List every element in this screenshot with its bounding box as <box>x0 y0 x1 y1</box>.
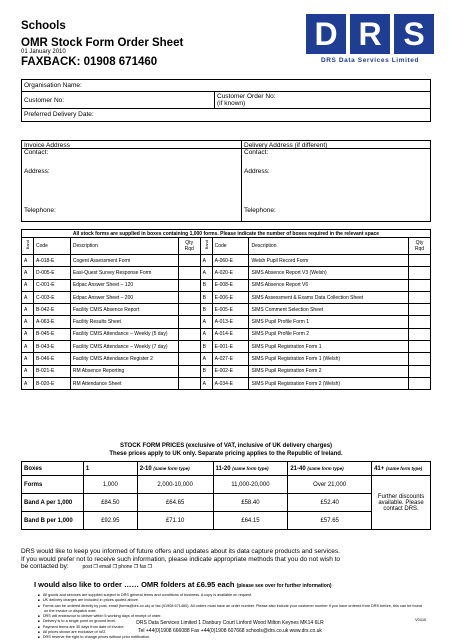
address-box <box>21 140 431 222</box>
stock-row <box>22 255 431 267</box>
band-cell: A <box>200 353 212 365</box>
stock-row <box>22 341 431 353</box>
qty-input[interactable] <box>178 279 200 291</box>
qty-input[interactable] <box>178 267 200 279</box>
qty-input[interactable] <box>178 341 200 353</box>
page-title: OMR Stock Form Order Sheet <box>21 37 184 49</box>
description-cell: Facility Results Sheet <box>70 316 178 328</box>
stock-row <box>22 279 431 291</box>
description-cell: Easi-Quest Survey Response Form <box>70 267 178 279</box>
code-cell: C-001-E <box>33 279 70 291</box>
description-cell: Edpac Answer Sheet – 120 <box>70 279 178 291</box>
stock-row <box>22 328 431 340</box>
description-cell: Cogent Assessment Form <box>70 255 178 267</box>
code-cell: A-034-E <box>212 377 249 389</box>
qty-input[interactable] <box>178 353 200 365</box>
qty-input[interactable] <box>409 279 431 291</box>
description-cell: SIMS Pupil Registration Form 2 (Welsh) <box>249 377 409 389</box>
boxes-label: Boxes <box>22 462 84 476</box>
description-cell: Facility CMIS Attendance Register 2 <box>70 353 178 365</box>
band-cell: A <box>22 365 34 377</box>
code-cell: B-045-E <box>33 328 70 340</box>
organisation-name-field[interactable]: Organisation Name: <box>24 82 82 89</box>
code-cell: B-042-E <box>33 304 70 316</box>
description-cell: Edpac Answer Sheet – 200 <box>70 291 178 303</box>
code-cell: A-020-E <box>212 267 249 279</box>
code-cell: E-001-E <box>212 341 249 353</box>
terms-item: ■ All prices shown are exclusive of VAT. <box>44 630 424 635</box>
stock-row <box>22 316 431 328</box>
band-cell: A <box>22 328 34 340</box>
band-cell: A <box>22 341 34 353</box>
marketing-consent: DRS would like to keep you informed of future offers and updates about its data capture products and services. If you would prefer not to receive such information, please indicate appropriate methods that you do not wish to be contacted by: post ❐ email ❐ phone ❐ fax ❐ <box>21 548 341 570</box>
description-cell: SIMS Comment Selection Sheet <box>249 304 409 316</box>
description-cell: Facility CMIS Absence Report <box>70 304 178 316</box>
terms-item: ■ DRS will endeavour to deliver within 5 working days of receipt of order. <box>44 614 424 619</box>
description-cell: SIMS Pupil Registration Form 2 <box>249 365 409 377</box>
terms-item: ■ All goods and services are supplied subject to DRS general terms and conditions of business. A copy is available on request. <box>44 593 424 598</box>
band-cell: A <box>22 377 34 389</box>
band-cell: A <box>22 304 34 316</box>
band-b-price-21-40: £57.65 <box>288 512 372 530</box>
logo-letter-d: D <box>306 14 346 54</box>
qty-input[interactable] <box>409 353 431 365</box>
code-cell: B-043-E <box>33 341 70 353</box>
boxes-11-20: 11-20 (same form type) <box>213 462 288 476</box>
delivery-contact-field[interactable]: Contact: <box>244 149 269 156</box>
stock-note: All stock forms are supplied in boxes containing 1,000 forms. Please indicate the number of boxes required in the relevant space <box>22 230 431 238</box>
band-cell: A <box>22 353 34 365</box>
contact-opt-out-checkboxes[interactable]: post ❐ email ❐ phone ❐ fax ❐ <box>82 564 153 570</box>
customer-no-field[interactable]: Customer No: <box>24 97 65 104</box>
forms-label: Forms <box>22 476 84 494</box>
band-cell: A <box>200 328 212 340</box>
prices-heading: STOCK FORM PRICES (exclusive of VAT, inclusive of UK delivery charges) These prices apply to UK only. Separate pricing applies to the Republic of Ireland. <box>109 443 343 457</box>
code-cell: E-002-E <box>212 365 249 377</box>
band-a-label: Band A per 1,000 <box>22 494 84 512</box>
qty-input[interactable] <box>409 255 431 267</box>
delivery-address-heading: Delivery Address (if different) <box>244 142 328 149</box>
description-cell: Facility CMIS Attendance – Weekly (5 day) <box>70 328 178 340</box>
forms-21-40: Over 21,000 <box>288 476 372 494</box>
folders-order-line[interactable]: I would also like to order …… OMR folders at £6.95 each (please see over for further information) <box>34 580 332 589</box>
code-cell: D-005-E <box>33 267 70 279</box>
customer-order-no-note: (if known) <box>217 100 246 107</box>
code-cell: A-018-E <box>33 255 70 267</box>
boxes-21-40: 21-40 (same form type) <box>288 462 372 476</box>
terms-item: ■ Forms can be ordered directly by post, email (forms@drs.co.uk) or fax (01908 671460). All orders must have an order number. Please also include your customer number if you have ordered from DRS before, this can be found on the invoice or dispatch note. <box>44 604 424 615</box>
band-cell: A <box>200 255 212 267</box>
code-cell: B-020-E <box>33 377 70 389</box>
code-cell: E-008-E <box>212 279 249 291</box>
band-a-price-1: £84.50 <box>83 494 137 512</box>
band-cell: A <box>22 316 34 328</box>
forms-1: 1,000 <box>83 476 137 494</box>
band-header: Band <box>203 240 209 250</box>
description-cell: RM Absence Reporting <box>70 365 178 377</box>
logo-letter-s: S <box>394 14 434 54</box>
code-cell: A-063-E <box>33 316 70 328</box>
terms-item: ■ DRS reserve the right to change prices without prior notification. <box>44 635 424 640</box>
description-cell: RM Attendance Sheet <box>70 377 178 389</box>
band-b-price-11-20: £64.15 <box>213 512 288 530</box>
description-header: Description <box>70 238 178 255</box>
description-cell: SIMS Pupil Profile Form 2 <box>249 328 409 340</box>
footer-contact: Tel +44(0)1908 666088 Fax +44(0)1908 607668 schools@drs.co.uk www.drs.co.uk <box>138 628 322 634</box>
stock-row <box>22 291 431 303</box>
logo-letter-r: R <box>350 14 390 54</box>
description-cell: SIMS Pupil Registration Form 1 (Welsh) <box>249 353 409 365</box>
invoice-address-field[interactable]: Address: <box>24 168 50 175</box>
code-cell: B-046-E <box>33 353 70 365</box>
qty-input[interactable] <box>178 304 200 316</box>
code-cell: E-006-E <box>212 291 249 303</box>
qty-input[interactable] <box>409 304 431 316</box>
band-cell: B <box>200 341 212 353</box>
customer-order-no-field[interactable]: Customer Order No: <box>217 93 276 100</box>
description-cell: SIMS Pupil Registration Form 1 <box>249 341 409 353</box>
code-header: Code <box>33 238 70 255</box>
band-b-price-2-10: £71.10 <box>137 512 213 530</box>
code-cell: E-005-E <box>212 304 249 316</box>
band-a-price-2-10: £64.65 <box>137 494 213 512</box>
stock-row <box>22 304 431 316</box>
band-cell: A <box>22 279 34 291</box>
qty-input[interactable] <box>409 316 431 328</box>
band-cell: A <box>200 377 212 389</box>
band-cell: A <box>200 316 212 328</box>
footer-address: DRS Data Services Limited 1 Danbury Court Linford Wood Milton Keynes MK14 6LR <box>136 620 324 626</box>
forms-11-20: 11,000-20,000 <box>213 476 288 494</box>
stock-forms-table <box>21 229 431 390</box>
boxes-1: 1 <box>83 462 137 476</box>
drs-logo <box>306 14 434 66</box>
faxback-number: FAXBACK: 01908 671460 <box>21 56 158 68</box>
forms-2-10: 2,000-10,000 <box>137 476 213 494</box>
code-cell: A-060-E <box>212 255 249 267</box>
invoice-telephone-field[interactable]: Telephone: <box>24 207 56 214</box>
version-code: V0110 <box>415 617 427 622</box>
code-cell: A-027-E <box>212 353 249 365</box>
description-cell: SIMS Assessment & Exams Data Collection Sheet <box>249 291 409 303</box>
boxes-41-plus: 41+ (same form type) <box>372 462 431 476</box>
further-discounts: Further discounts available. Please contact DRS. <box>372 476 431 530</box>
code-cell: C-003-E <box>33 291 70 303</box>
code-header: Code <box>212 238 249 255</box>
description-cell: Welsh Pupil Record Form <box>249 255 409 267</box>
logo-subtitle: DRS Data Services Limited <box>320 57 420 64</box>
delivery-address-field[interactable]: Address: <box>244 168 270 175</box>
qty-input[interactable] <box>409 267 431 279</box>
qty-input[interactable] <box>409 291 431 303</box>
qty-input[interactable] <box>178 255 200 267</box>
stock-row <box>22 377 431 389</box>
terms-item: ■ UK delivery charges are included in prices quoted above. <box>44 598 424 603</box>
band-cell: A <box>22 291 34 303</box>
title-schools: Schools <box>21 20 66 32</box>
band-cell: B <box>200 291 212 303</box>
description-cell: SIMS Absence Report V6 <box>249 279 409 291</box>
qty-input[interactable] <box>409 341 431 353</box>
band-cell: B <box>200 279 212 291</box>
band-a-price-21-40: £52.40 <box>288 494 372 512</box>
qty-header: Qty Rqd <box>178 238 200 255</box>
price-table <box>21 461 431 530</box>
terms-item: ■ Delivery is to a single point on ground level. <box>44 619 424 624</box>
delivery-date-field[interactable]: Preferred Delivery Date: <box>24 111 94 118</box>
terms-item: ■ Payment terms are 30 days from date of invoice. <box>44 625 424 630</box>
band-b-price-1: £92.95 <box>83 512 137 530</box>
qty-input[interactable] <box>178 316 200 328</box>
band-a-price-11-20: £58.40 <box>213 494 288 512</box>
description-header: Description <box>249 238 409 255</box>
qty-header: Qty Rqd <box>409 238 431 255</box>
code-cell: A-014-E <box>212 328 249 340</box>
invoice-contact-field[interactable]: Contact: <box>24 149 49 156</box>
band-b-label: Band B per 1,000 <box>22 512 84 530</box>
description-cell: Facility CMIS Attendance – Weekly (7 day) <box>70 341 178 353</box>
boxes-2-10: 2-10 (same form type) <box>137 462 213 476</box>
band-cell: B <box>200 304 212 316</box>
qty-input[interactable] <box>409 365 431 377</box>
qty-input[interactable] <box>409 377 431 389</box>
delivery-telephone-field[interactable]: Telephone: <box>244 207 276 214</box>
stock-row <box>22 353 431 365</box>
code-cell: B-021-E <box>33 365 70 377</box>
qty-input[interactable] <box>178 291 200 303</box>
qty-input[interactable] <box>178 328 200 340</box>
qty-input[interactable] <box>409 328 431 340</box>
stock-row <box>22 365 431 377</box>
invoice-address-heading: Invoice Address <box>24 142 70 149</box>
band-header: Band <box>24 240 30 250</box>
date: 01 January 2010 <box>21 49 66 55</box>
band-cell: B <box>200 365 212 377</box>
band-cell: A <box>22 255 34 267</box>
description-cell: SIMS Absence Report V3 (Welsh) <box>249 267 409 279</box>
code-cell: A-013-E <box>212 316 249 328</box>
stock-row <box>22 267 431 279</box>
qty-input[interactable] <box>178 377 200 389</box>
band-cell: A <box>200 267 212 279</box>
qty-input[interactable] <box>178 365 200 377</box>
band-cell: A <box>22 267 34 279</box>
description-cell: SIMS Pupil Profile Form 1 <box>249 316 409 328</box>
